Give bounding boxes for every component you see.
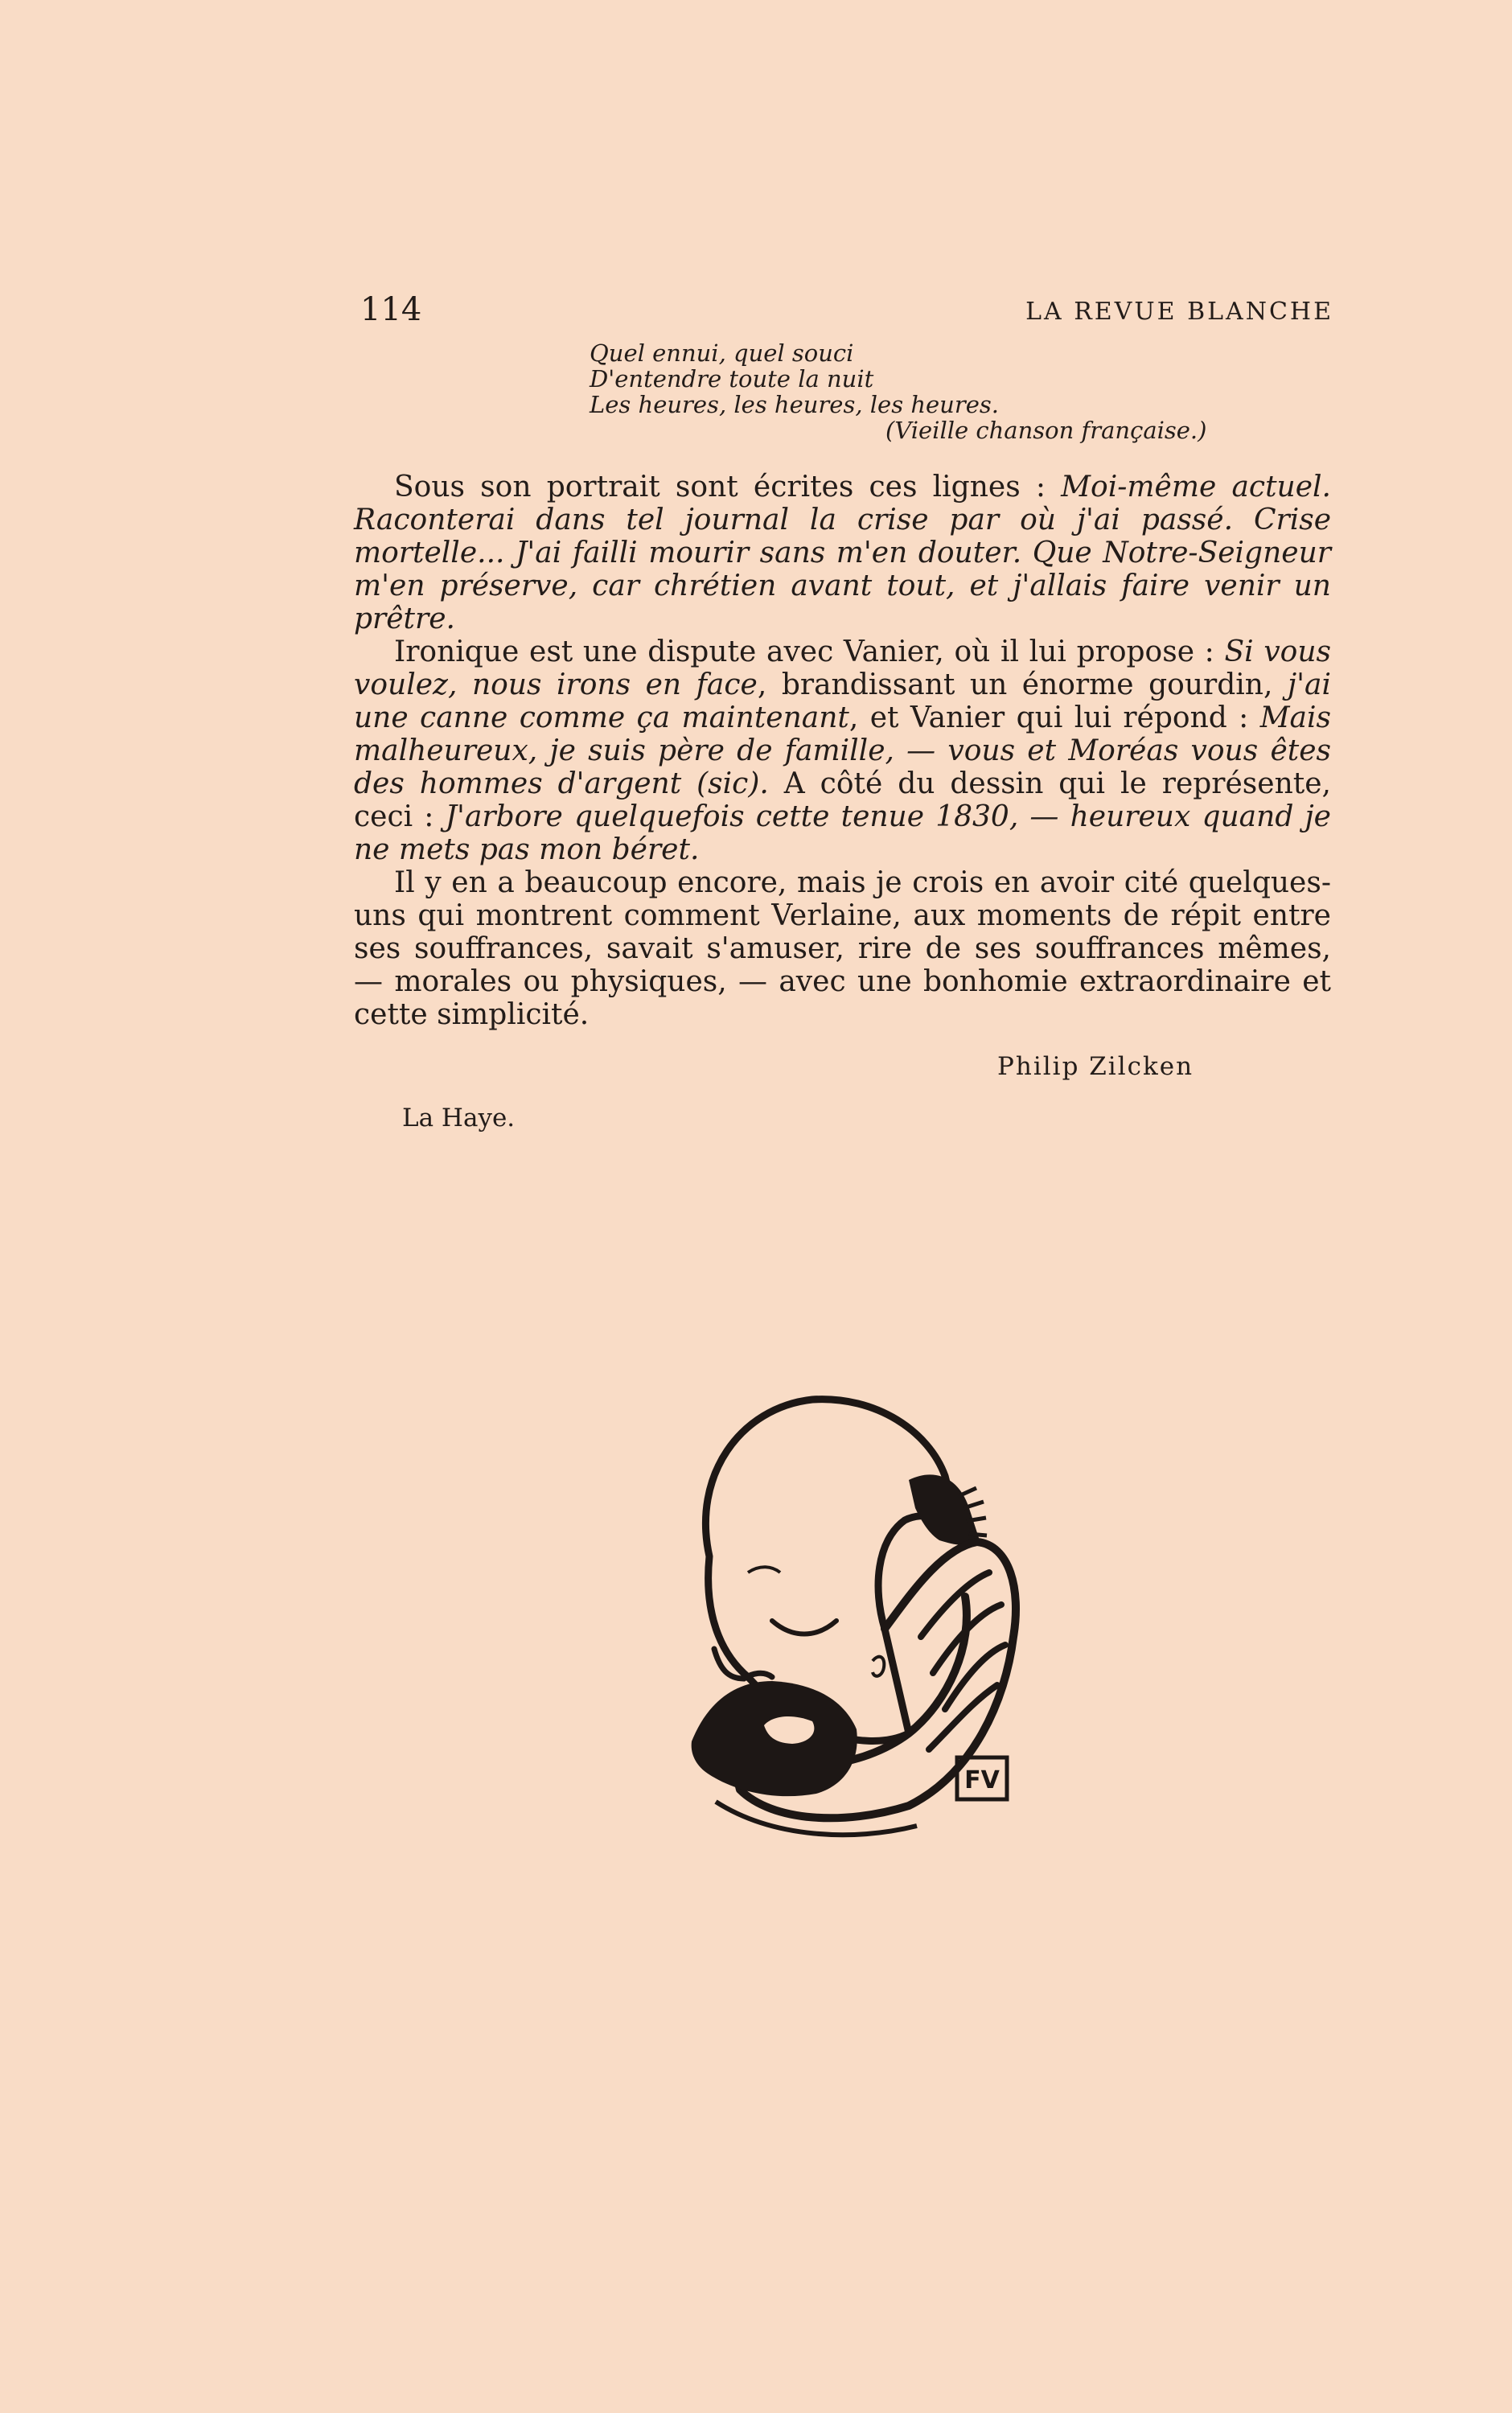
text-run: , et Vanier qui lui répond : [848, 701, 1260, 734]
quotation: Moi-même actuel. Raconterai dans tel journal la crise par où j'ai passé. Crise mortelle... J'ai failli mourir sans m'en douter. Que Notre-Seigneur m'en préserve, car chrétien avant tout, et j'allais faire venir un prêtre. [354, 471, 1331, 635]
epigraph-line: Quel ennui, quel souci [590, 339, 854, 367]
epigraph-line: D'entendre toute la nuit [590, 365, 874, 393]
quotation: Si vous voulez, nous irons en face [354, 635, 1332, 701]
epigraph [590, 340, 1281, 443]
text-run: , brandissant un énorme gourdin, [757, 668, 1288, 701]
text-run: Ironique est une dispute avec Vanier, où il lui propose : [394, 635, 1225, 668]
text-run: A côté du dessin qui le représente, ceci : [354, 767, 1331, 833]
epigraph-source: (Vieille chanson française.) [885, 417, 1207, 444]
paragraph-3: Il y en a beaucoup encore, mais je crois en avoir cité quelques-uns qui montrent comment Verlaine, aux moments de répit entre ses souffrances, savait s'amuser, rire de ses souffrances mêmes, — morales ou physiques, — avec une bonhomie extraordinaire et cette simplicité. [354, 866, 1331, 1031]
quotation: Mais malheureux, je suis père de famille, — vous et Moréas vous êtes des hommes d'argent (sic). [354, 701, 1331, 800]
place-dateline: La Haye. [402, 1104, 516, 1133]
running-header [360, 290, 1333, 330]
text-run: Sous son portrait sont écrites ces lignes : [394, 471, 1062, 504]
body-text [354, 471, 1331, 1031]
paragraph-1 [354, 471, 1331, 635]
verlaine-portrait-woodcut [643, 1355, 1029, 1878]
author-signature: Philip Zilcken [997, 1052, 1194, 1081]
page-number: 114 [360, 291, 422, 328]
paragraph-2 [354, 635, 1331, 866]
journal-title: LA REVUE BLANCHE [1025, 298, 1333, 326]
quotation: J'arbore quelquefois cette tenue 1830, — heureux quand je ne mets pas mon béret. [354, 800, 1331, 866]
quotation: j'ai une canne comme ça maintenant [354, 668, 1331, 734]
hair [909, 1474, 980, 1544]
epigraph-line: Les heures, les heures, les heures. [590, 391, 999, 418]
closed-eye [772, 1621, 836, 1634]
artist-monogram: FV [964, 1766, 1000, 1794]
